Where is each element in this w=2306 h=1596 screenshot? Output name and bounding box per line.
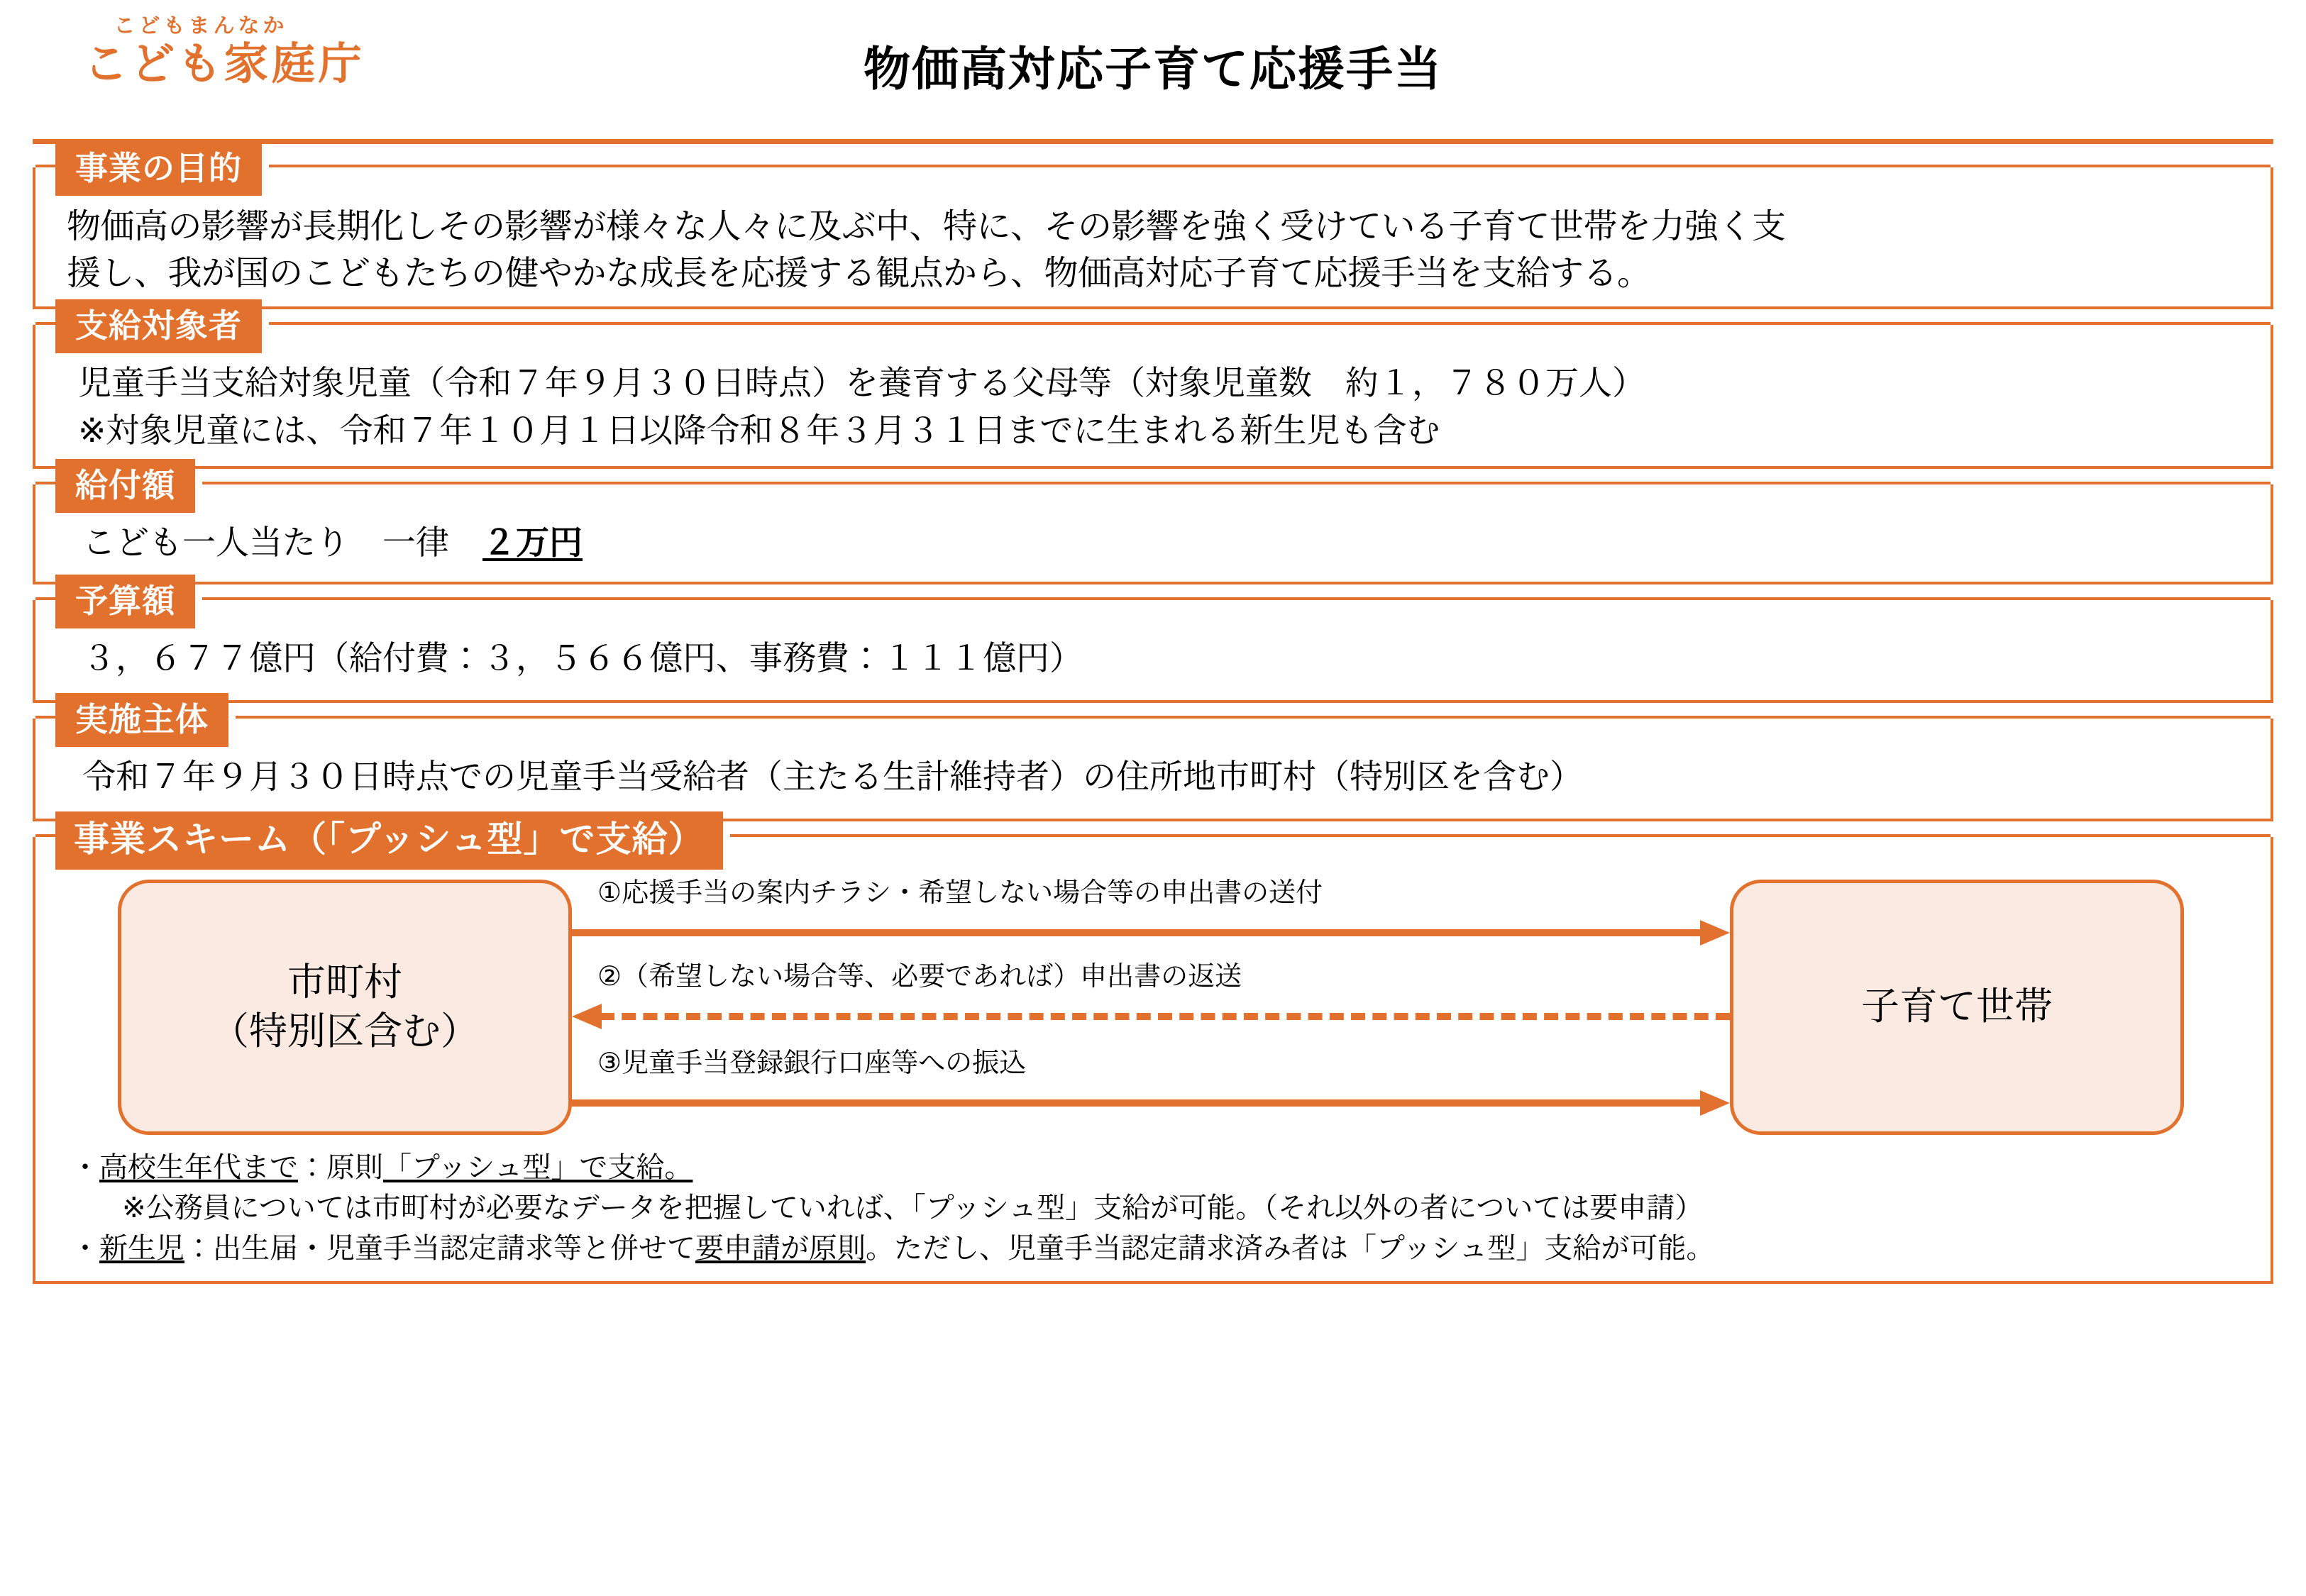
flow-step-1-label: ①応援手当の案内チラシ・希望しない場合等の申出書の送付 [597, 877, 1323, 908]
flow-step-2 [572, 963, 1730, 1047]
section-budget-body [35, 600, 2271, 700]
section-purpose-tab: 事業の目的 [55, 142, 262, 196]
scheme-note-1-mid: ：原則 [298, 1151, 383, 1183]
amount-line [82, 520, 2249, 566]
scheme-note-2-underline-1: 新生児 [99, 1232, 184, 1264]
scheme-note-2-underline-2: 要申請が原則 [695, 1232, 866, 1264]
flow-arrow-right-2-icon [572, 1094, 1730, 1112]
section-operator-body [35, 719, 2271, 819]
agency-logo-name: こども家庭庁 [84, 40, 365, 89]
target-line-2: ※対象児童には、令和７年１０月１日以降令和８年３月３１日までに生まれる新生児も含む [78, 411, 1440, 449]
entity-municipality-line-1: 市町村 [287, 960, 402, 1004]
budget-line-1: ３，６７７億円（給付費：３，５６６億円、事務費：１１１億円） [82, 639, 1083, 677]
arrow-shaft [600, 1013, 1730, 1020]
section-operator [33, 701, 2273, 821]
section-target-tab: 支給対象者 [55, 299, 262, 353]
flow-step-2-label: ②（希望しない場合等、必要であれば）申出書の返送 [597, 961, 1242, 992]
purpose-line-2: 援し、我が国のこどもたちの健やかな成長を応援する観点から、物価高対応子育て応援手当を支給する。 [67, 254, 1651, 292]
page-header [0, 0, 2306, 139]
page-title: 物価高対応子育て応援手当 [864, 43, 1442, 95]
flow-step-3-label: ③児童手当登録銀行口座等への振込 [597, 1048, 1027, 1078]
scheme-notes [54, 1148, 2252, 1268]
entity-households [1730, 880, 2184, 1135]
scheme-note-1-bullet: ・ [71, 1151, 99, 1183]
section-amount-tab: 給付額 [55, 459, 195, 513]
scheme-note-2-bullet: ・ [71, 1232, 99, 1264]
agency-logo-tagline: こどもまんなか [114, 14, 288, 38]
scheme-note-2-tail: 。ただし、児童手当認定請求済み者は「プッシュ型」支給が可能。 [866, 1232, 1715, 1264]
scheme-note-1-underline-2: 「プッシュ型」で支給。 [383, 1151, 693, 1183]
entity-municipality [118, 880, 572, 1135]
arrow-head [572, 1004, 602, 1029]
flow-step-1 [572, 877, 1730, 963]
section-scheme [33, 819, 2273, 1284]
section-list [33, 150, 2273, 1284]
entity-municipality-line-2: （特別区含む） [211, 1009, 479, 1053]
amount-prefix: こども一人当たり 一律 [82, 523, 482, 562]
purpose-line-1: 物価高の影響が長期化しその影響が様々な人々に及ぶ中、特に、その影響を強く受けている子育て世帯を力強く支 [67, 208, 1786, 245]
arrow-head [1700, 1090, 1730, 1116]
arrow-shaft [572, 1099, 1701, 1107]
section-purpose [33, 150, 2273, 309]
flow-arrow-left-dashed-icon [572, 1007, 1730, 1026]
scheme-note-1 [71, 1148, 2252, 1188]
flow-step-3 [572, 1050, 1730, 1134]
header-divider [33, 139, 2273, 144]
section-amount-body [35, 484, 2271, 582]
arrow-shaft [572, 929, 1701, 936]
arrow-head [1700, 920, 1730, 946]
operator-line-1: 令和７年９月３０日時点での児童手当受給者（主たる生計維持者）の住所地市町村（特別区を含む） [82, 758, 1583, 796]
entity-households-label: 子育て世帯 [1861, 985, 2053, 1029]
flow-arrow-right-1-icon [572, 924, 1730, 942]
section-operator-tab: 実施主体 [55, 693, 228, 747]
section-target-body [35, 325, 2271, 467]
section-scheme-tab: 事業スキーム（「プッシュ型」で支給） [55, 811, 723, 870]
scheme-note-2 [71, 1229, 2252, 1269]
scheme-note-2-mid: ：出生届・児童手当認定請求等と併せて [184, 1232, 695, 1264]
section-budget [33, 582, 2273, 703]
section-budget-tab: 予算額 [55, 575, 195, 628]
scheme-note-1-sub: ※公務員については市町村が必要なデータを把握していれば、「プッシュ型」支給が可能。（それ以外の者については要申請） [122, 1192, 1704, 1224]
scheme-diagram [54, 877, 2252, 1135]
scheme-flows [572, 877, 1730, 1135]
section-amount [33, 467, 2273, 584]
scheme-body [35, 837, 2271, 1281]
scheme-note-1-underline-1: 高校生年代まで [99, 1151, 298, 1183]
amount-value: ２万円 [482, 523, 583, 562]
target-line-1: 児童手当支給対象児童（令和７年９月３０日時点）を養育する父母等（対象児童数 約１，７８０万人） [78, 363, 1645, 401]
section-purpose-body [35, 167, 2271, 306]
section-target [33, 306, 2273, 470]
